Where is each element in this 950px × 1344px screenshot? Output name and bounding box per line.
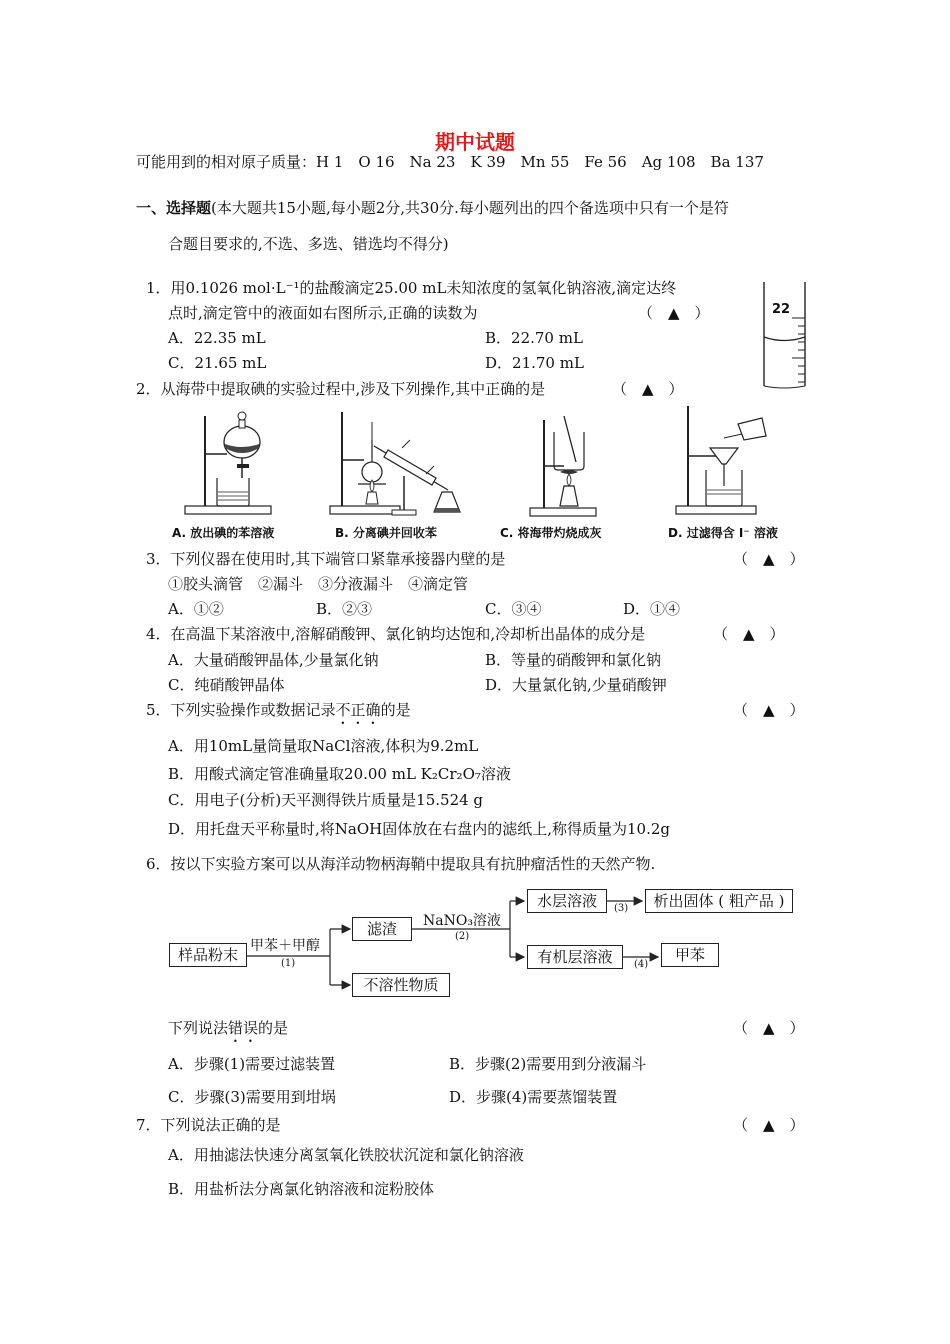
- flow-reagent-1: 甲苯＋甲醇: [250, 938, 320, 954]
- flow-residue: 滤渣: [352, 917, 412, 941]
- flow-step-3: (3): [614, 903, 629, 914]
- question-3-items: ①胶头滴管 ②漏斗 ③分液漏斗 ④滴定管: [168, 575, 469, 593]
- flow-aqueous-layer: 水层溶液: [527, 889, 607, 913]
- atomic-masses-line: 可能用到的相对原子质量：H 1 O 16 Na 23 K 39 Mn 55 Fe 56 Ag 108 Ba 137: [136, 153, 764, 171]
- question-5-option-b[interactable]: B．用酸式滴定管准确量取20.00 mL K₂Cr₂O₇溶液: [168, 765, 511, 783]
- question-4-answer-mark[interactable]: （ ▲ ）: [713, 625, 785, 643]
- question-6-option-d[interactable]: D．步骤(4)需要蒸馏装置: [449, 1088, 618, 1106]
- question-6-option-a[interactable]: A．步骤(1)需要过滤装置: [168, 1055, 336, 1073]
- apparatus-c-caption: C. 将海带灼烧成灰: [500, 526, 602, 540]
- question-6-option-c[interactable]: C．步骤(3)需要用到坩埚: [168, 1088, 336, 1106]
- question-4-option-a[interactable]: A．大量硝酸钾晶体,少量氯化钠: [168, 651, 379, 669]
- flow-crude-solid: 析出固体 ( 粗产品 ): [645, 889, 793, 913]
- flow-sample-powder: 样品粉末: [169, 943, 247, 967]
- section-description: (本大题共15小题,每小题2分,共30分.每小题列出的四个备选项中只有一个是符: [211, 199, 729, 217]
- flow-insoluble: 不溶性物质: [352, 973, 450, 997]
- question-6-sub-stem-post: 的是: [258, 1019, 289, 1037]
- question-6-stem: 6．按以下实验方案可以从海洋动物柄海鞘中提取具有抗肿瘤活性的天然产物.: [146, 855, 656, 873]
- question-6-option-b[interactable]: B．步骤(2)需要用到分液漏斗: [449, 1055, 647, 1073]
- question-1-option-b[interactable]: B．22.70 mL: [485, 329, 583, 347]
- question-5-stem-post: 的是: [380, 701, 411, 719]
- question-7-stem: 7．下列说法正确的是: [136, 1116, 281, 1134]
- question-1-stem-cont: 点时,滴定管中的液面如右图所示,正确的读数为: [168, 304, 478, 322]
- flow-step-4: (4): [634, 959, 649, 970]
- question-1-answer-mark[interactable]: （ ▲ ）: [638, 304, 710, 322]
- flow-reagent-2: NaNO₃溶液: [423, 913, 501, 929]
- question-2-stem: 2．从海带中提取碘的实验过程中,涉及下列操作,其中正确的是: [136, 380, 546, 398]
- question-7-answer-mark[interactable]: （ ▲ ）: [733, 1116, 805, 1134]
- question-1-stem: 1．用0.1026 mol·L⁻¹的盐酸滴定25.00 mL未知浓度的氢氧化钠溶液,滴定达终: [146, 279, 677, 297]
- question-3-stem: 3．下列仪器在使用时,其下端管口紧靠承接器内壁的是: [146, 550, 506, 568]
- question-5-answer-mark[interactable]: （ ▲ ）: [733, 701, 805, 719]
- burette-scale-label: 22: [772, 302, 791, 317]
- apparatus-b-caption: B. 分离碘并回收苯: [335, 526, 437, 540]
- question-7-option-a[interactable]: A．用抽滤法快速分离氢氧化铁胶状沉淀和氯化钠溶液: [168, 1146, 524, 1164]
- question-4-stem: 4．在高温下某溶液中,溶解硝酸钾、氯化钠均达饱和,冷却析出晶体的成分是: [146, 625, 646, 643]
- question-3-option-b[interactable]: B．②③: [316, 600, 373, 618]
- question-6-emphasis: 错误: [228, 1019, 259, 1037]
- flow-step-2: (2): [455, 931, 470, 942]
- question-3-option-a[interactable]: A．①②: [168, 600, 224, 618]
- question-4-option-c[interactable]: C．纯硝酸钾晶体: [168, 676, 285, 694]
- question-2-answer-mark[interactable]: （ ▲ ）: [612, 380, 684, 398]
- question-5-option-d[interactable]: D．用托盘天平称量时,将NaOH固体放在右盘内的滤纸上,称得质量为10.2g: [168, 820, 671, 838]
- flow-step-1: (1): [281, 958, 296, 969]
- question-6-sub-stem: [168, 1019, 288, 1046]
- question-1-option-d[interactable]: D．21.70 mL: [485, 354, 584, 372]
- question-5-option-c[interactable]: C．用电子(分析)天平测得铁片质量是15.524 g: [168, 791, 484, 809]
- flow-toluene: 甲苯: [661, 943, 719, 967]
- question-5-option-a[interactable]: A．用10mL量筒量取NaCl溶液,体积为9.2mL: [168, 737, 479, 755]
- section-heading: 一、选择题: [136, 199, 212, 217]
- question-3-answer-mark[interactable]: （ ▲ ）: [733, 550, 805, 568]
- question-3-option-d[interactable]: D．①④: [623, 600, 681, 618]
- question-7-option-b[interactable]: B．用盐析法分离氯化钠溶液和淀粉胶体: [168, 1180, 435, 1198]
- question-1-option-a[interactable]: A．22.35 mL: [168, 329, 266, 347]
- flow-organic-layer: 有机层溶液: [527, 945, 623, 969]
- question-1-option-c[interactable]: C．21.65 mL: [168, 354, 267, 372]
- page-title: 期中试题: [435, 130, 515, 154]
- question-5-emphasis: 不正确: [335, 701, 381, 719]
- question-6-answer-mark[interactable]: （ ▲ ）: [733, 1019, 805, 1037]
- question-6-sub-stem-pre: 下列说法: [168, 1019, 229, 1037]
- question-4-option-b[interactable]: B．等量的硝酸钾和氯化钠: [485, 651, 662, 669]
- question-4-option-d[interactable]: D．大量氯化钠,少量硝酸钾: [485, 676, 667, 694]
- question-3-option-c[interactable]: C．③④: [485, 600, 542, 618]
- question-5-stem-pre: 5．下列实验操作或数据记录: [146, 701, 336, 719]
- section-description-cont: 合题目要求的,不选、多选、错选均不得分): [168, 235, 449, 253]
- apparatus-d-caption: D. 过滤得含 I⁻ 溶液: [668, 526, 778, 540]
- apparatus-a-caption: A. 放出碘的苯溶液: [172, 526, 275, 540]
